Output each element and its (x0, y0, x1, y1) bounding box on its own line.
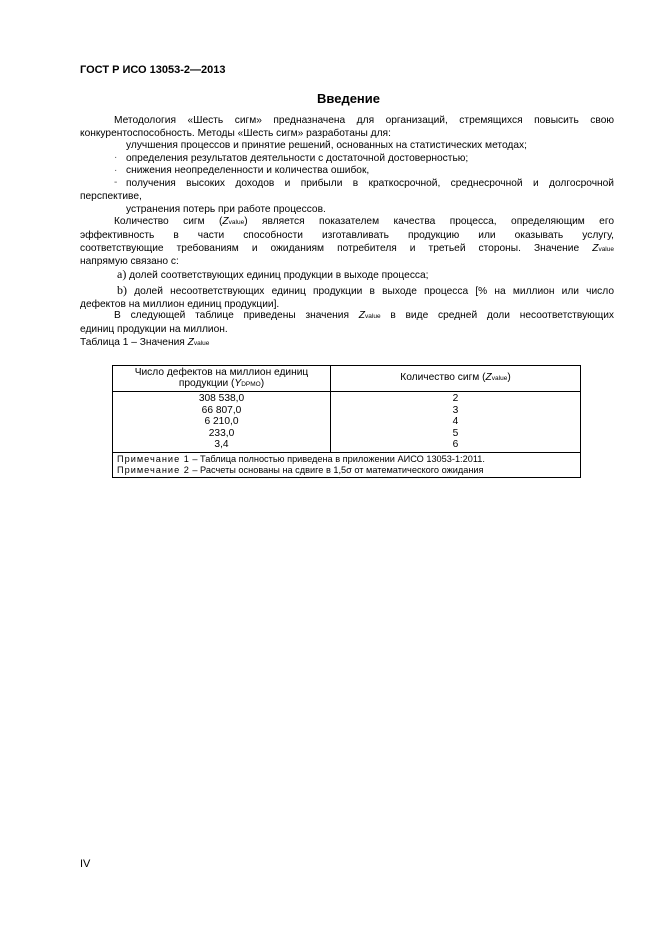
value-subscript: value (598, 245, 614, 253)
intro-line-1: Методология «Шесть сигм» предназначена для организаций, стремящихся повысить свою (114, 115, 614, 126)
bullet-1: улучшения процессов и принятие решений, основанных на статистических методах; (126, 140, 527, 151)
table-intro-line-2: единиц продукции на миллион. (80, 323, 228, 335)
intro-line-2: конкурентоспособность. Методы «Шесть сигм» разработаны для: (80, 127, 391, 139)
note-1-text: – Таблица полностью приведена в приложении АИСО 13053-1:2011. (189, 453, 485, 464)
sigma-line-1-end: ) является показателем качества процесса, определяющим его (244, 216, 614, 228)
value-subscript: value (491, 375, 508, 383)
z-symbol: Z (485, 372, 492, 384)
dpmo-value: 3,4 (214, 439, 229, 451)
sigma-line-1-start: Количество сигм ( (114, 216, 223, 228)
table-notes-row (113, 452, 581, 477)
sigma-line-1 (80, 216, 614, 230)
bullet-4-line-2: перспективе, (80, 190, 142, 202)
sigma-value: 5 (452, 427, 459, 439)
sigma-value: 6 (452, 439, 459, 451)
y-symbol: Y (234, 378, 242, 389)
bullet-mark-icon: · (114, 152, 118, 163)
note-1-label: Примечание 1 (117, 453, 190, 464)
table-caption (80, 337, 209, 351)
header-dpmo-text: продукции ( (178, 378, 235, 389)
table-notes (113, 452, 581, 477)
bullet-4 (80, 178, 614, 203)
bullet-mark-icon: · (114, 165, 118, 176)
dpmo-subscript: DPMO (241, 381, 261, 388)
table-intro-paragraph (80, 310, 614, 336)
bullet-3: снижения неопределенности и количества ошибок, (126, 165, 370, 177)
table-caption-text: Таблица 1 – Значения (80, 337, 185, 348)
table-header-row (113, 366, 581, 392)
note-2-label: Примечание 2 (117, 465, 190, 476)
dpmo-value: 308 538,0 (198, 393, 245, 404)
sigma-line-2: эффективность в части способности изготавливать продукцию или оказывать услугу, (80, 229, 614, 241)
table-intro-end: в виде средней доли несоответствующих (390, 310, 614, 321)
list-item-a (117, 268, 429, 283)
table-intro-line-1 (80, 310, 614, 324)
value-subscript: value (228, 219, 245, 227)
note-1 (117, 454, 580, 465)
bullet-5: устранения потерь при работе процессов. (126, 203, 326, 215)
header-dpmo-line-2 (113, 378, 330, 391)
header-dpmo (113, 366, 331, 392)
dpmo-values (113, 392, 331, 453)
sigma-paragraph (80, 216, 614, 269)
note-2 (117, 465, 580, 476)
header-sigma-text: Количество сигм ( (400, 372, 486, 384)
dpmo-value: 6 210,0 (204, 416, 239, 428)
value-subscript: value (365, 313, 381, 320)
list-item-b (80, 284, 614, 311)
table-data-row (113, 392, 581, 453)
intro-paragraph (80, 115, 614, 140)
value-subscript: value (193, 340, 210, 347)
sigma-line-3 (80, 243, 614, 257)
table-intro-start: В следующей таблице приведены значения (114, 310, 349, 321)
header-sigma (331, 366, 581, 392)
sigma-value: 2 (452, 393, 459, 404)
list-item-a-letter: a) (117, 267, 127, 281)
dpmo-value: 66 807,0 (201, 404, 242, 416)
z-symbol: Z (358, 310, 366, 321)
list-item-b-line-2: дефектов на миллион единиц продукции]. (80, 298, 280, 310)
z-symbol: Z (592, 242, 599, 254)
note-2-text: – Расчеты основаны на сдвиге в 1,5σ от математического ожидания (189, 465, 484, 476)
list-item-b-letter: b) (117, 283, 127, 297)
bullet-4-line-1: получения высоких доходов и прибыли в краткосрочной, среднесрочной и долгосрочной (126, 178, 614, 190)
z-symbol: Z (187, 337, 194, 348)
document-code: ГОСТ Р ИСО 13053-2—2013 (80, 64, 226, 76)
sigma-line-4: напрямую связано с: (80, 256, 179, 268)
list-item-b-line-1 (80, 284, 614, 299)
z-symbol: Z (222, 216, 229, 228)
header-dpmo-line-1: Число дефектов на миллион единиц (134, 366, 309, 378)
sigma-value: 3 (452, 404, 459, 416)
sigma-table (112, 365, 581, 478)
section-title: Введение (317, 91, 380, 106)
bullet-mark-icon: - (114, 177, 118, 188)
header-dpmo-close: ) (260, 378, 265, 389)
dpmo-value: 233,0 (208, 427, 235, 439)
bullet-2: определения результатов деятельности с достаточной достоверностью; (126, 152, 469, 164)
sigma-line-3-text: соответствующие требованиям и ожиданиям потребителя и третьей стороны. Значение (80, 242, 580, 254)
sigma-values (331, 392, 581, 453)
list-item-b-text: долей несоответствующих единиц продукции в выходе процесса [% на миллион или число (134, 286, 614, 297)
list-item-a-text: долей соответствующих единиц продукции в выходе процесса; (129, 270, 429, 281)
page-number: IV (80, 858, 91, 870)
header-sigma-close: ) (507, 372, 511, 384)
sigma-value: 4 (452, 416, 459, 428)
